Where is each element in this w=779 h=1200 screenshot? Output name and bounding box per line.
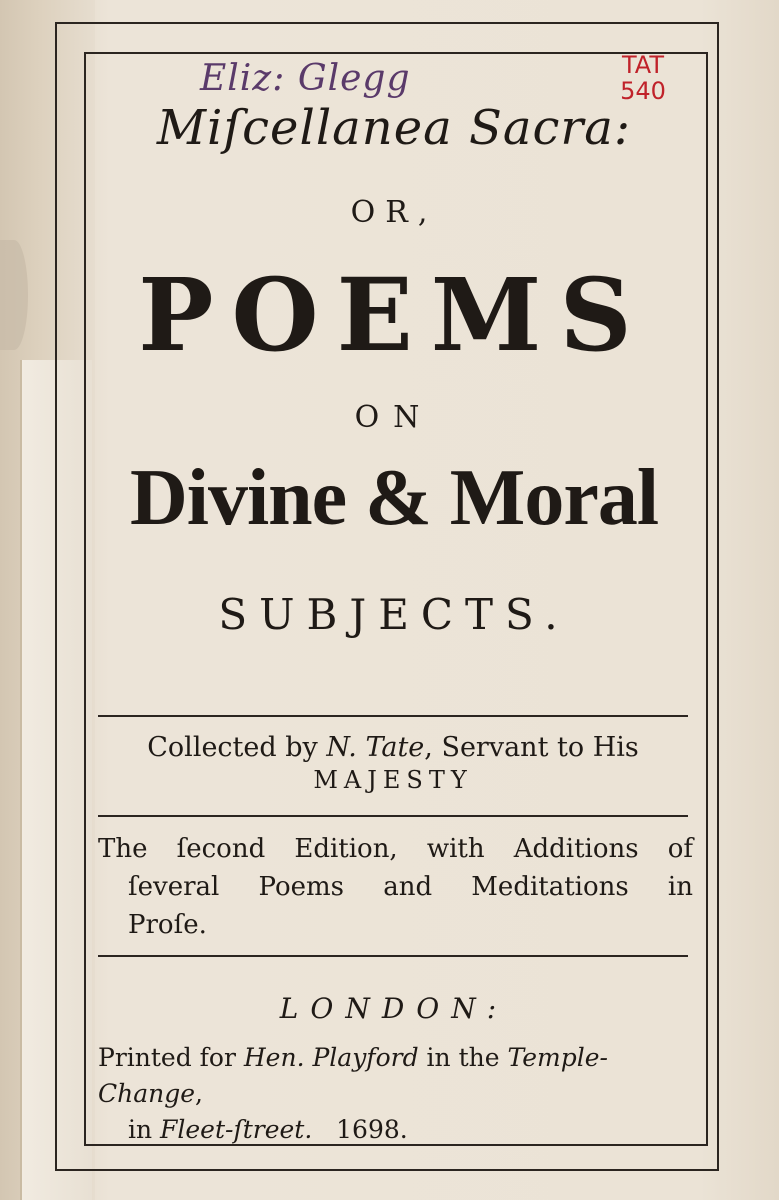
editor-role: , Servant to His [424, 732, 639, 763]
publication-year: 1698. [336, 1115, 408, 1144]
in-text: in [128, 1115, 161, 1144]
paper-stain [0, 240, 28, 350]
editor-name: N. Tate [326, 732, 425, 763]
title-or: OR, [350, 195, 438, 230]
comma-text: , [195, 1079, 203, 1108]
imprint-text [98, 1040, 698, 1148]
printed-for-text: Printed for [98, 1043, 244, 1072]
shelfmark-line2: 540 [620, 77, 666, 105]
publisher-location: Temple-Change [98, 1043, 608, 1108]
edition-line: ſeveral Poems and Meditations in [128, 872, 693, 902]
publisher-name: Hen. Playford [243, 1043, 419, 1072]
shelfmark [598, 52, 688, 104]
divider-rule [98, 955, 688, 957]
title-on: ON [354, 400, 434, 435]
attribution-line [98, 730, 688, 766]
majesty-text: MAJESTY [313, 766, 473, 794]
edition-line: The ſecond Edition, with Additions of [98, 834, 693, 864]
title-divine-moral: Divine & Moral [129, 454, 659, 542]
imprint-city: LONDON: [279, 992, 509, 1025]
title-latin: Miſcellanea Sacra: [156, 100, 632, 156]
street-name: Fleet-ſtreet. [160, 1115, 313, 1144]
in-the-text: in the [418, 1043, 508, 1072]
divider-rule [98, 715, 688, 717]
divider-rule [98, 815, 688, 817]
shelfmark-line1: TAT [621, 51, 664, 79]
edition-statement [98, 830, 693, 944]
title-subjects: SUBJECTS. [218, 590, 570, 639]
owner-signature: Eliz: Glegg [200, 58, 411, 99]
edition-line: Proſe. [128, 910, 207, 940]
title-poems: POEMS [138, 256, 650, 374]
imprint-line2 [98, 1112, 698, 1148]
collected-by-text: Collected by [147, 732, 327, 763]
